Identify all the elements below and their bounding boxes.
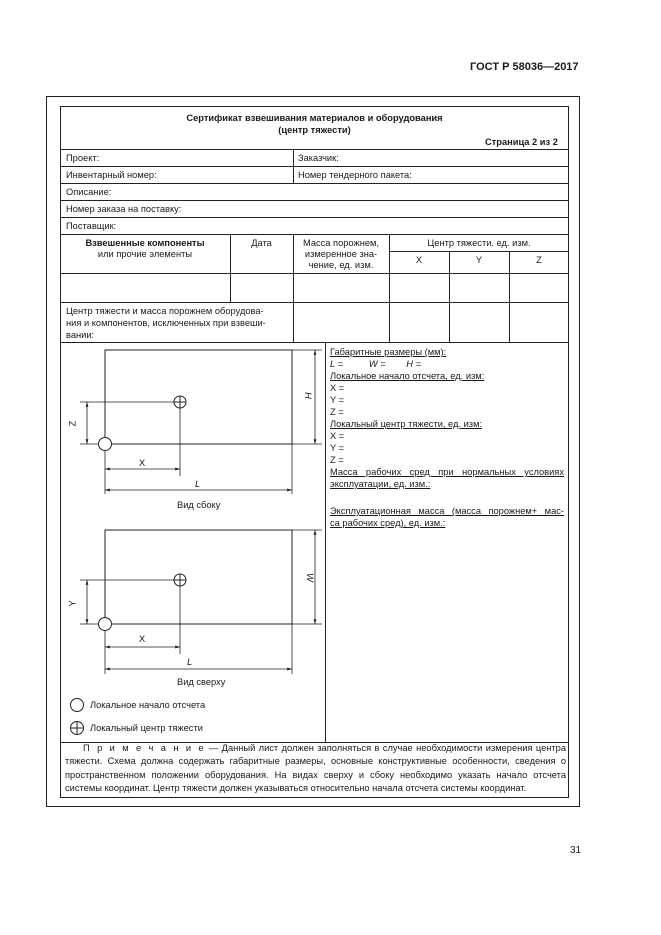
- local-cg-label: Локальный центр тяжести, ед. изм:: [330, 419, 483, 429]
- top-view-body: [105, 530, 292, 624]
- customer-field[interactable]: Заказчик:: [298, 153, 339, 163]
- top-view-caption: Вид сверху: [177, 677, 226, 687]
- supplier-field[interactable]: Поставщик:: [66, 221, 117, 231]
- components-subheader: или прочие элементы: [97, 249, 193, 259]
- origin-z-field[interactable]: Z =: [330, 407, 344, 417]
- operating-mass-line1: Эксплуатационная масса (масса порожнем+ мас-: [330, 506, 564, 516]
- side-view-body: [105, 350, 292, 444]
- operating-mass-line2[interactable]: са рабочих сред), ед. изм.:: [330, 518, 446, 528]
- z-label: Z: [67, 420, 78, 427]
- l-label-top: L: [187, 657, 193, 667]
- origin-legend-icon: [71, 699, 84, 712]
- page-number: 31: [570, 845, 582, 856]
- origin-x-field[interactable]: X =: [330, 383, 345, 393]
- project-field[interactable]: Проект:: [66, 153, 100, 163]
- cg-x-field[interactable]: X =: [330, 431, 345, 441]
- certificate-subtitle: (центр тяжести): [278, 125, 351, 135]
- column-divider: [293, 149, 294, 183]
- document-code: ГОСТ Р 58036—2017: [470, 61, 579, 73]
- note-block: [65, 742, 566, 796]
- row-divider: [60, 234, 569, 235]
- origin-y-field[interactable]: Y =: [330, 395, 345, 405]
- page-indicator: Страница 2 из 2: [485, 137, 558, 147]
- y-label: Y: [67, 600, 78, 607]
- inventory-number-field[interactable]: Инвентарный номер:: [66, 170, 157, 180]
- excluded-line1: Центр тяжести и масса порожнем оборудова-: [66, 306, 264, 316]
- note-label: П р и м е ч а н и е: [83, 743, 206, 753]
- working-mass-line1: Масса рабочих сред при нормальных условиях: [330, 467, 564, 477]
- mass-header-line3: чение, ед. изм.: [308, 260, 374, 270]
- dims-values[interactable]: L = W = H =: [330, 359, 422, 369]
- date-header: Дата: [251, 238, 272, 248]
- x-label: X: [139, 458, 146, 468]
- components-header: Взвешенные компоненты: [85, 238, 205, 248]
- order-number-field[interactable]: Номер заказа на поставку:: [66, 204, 182, 214]
- row-divider: [60, 166, 569, 167]
- l-label: L: [195, 479, 201, 489]
- overall-dims-label: Габаритные размеры (мм):: [330, 347, 447, 357]
- top-origin-marker: [99, 618, 112, 631]
- local-origin-label: Локальное начало отсчета, ед. изм:: [330, 371, 485, 381]
- row-divider: [60, 273, 569, 274]
- row-divider: [60, 183, 569, 184]
- side-origin-marker: [99, 438, 112, 451]
- row-divider: [60, 149, 569, 150]
- side-view-caption: Вид сбоку: [177, 500, 221, 510]
- row-divider: [389, 251, 569, 252]
- working-mass-line2[interactable]: эксплуатации, ед. изм.:: [330, 479, 431, 489]
- excluded-line3: вании:: [66, 330, 95, 340]
- note-text: — Данный лист должен заполняться в случае необходимости измерения центра тяжести. Схема должна содержать габаритные размеры, основные конструктивные особенности, сведения о пространственном положении оборудования. На видах сверху и сбоку необходимо указать начало отсчета системы координат. Центр тяжести должен указываться относительно начала отсчета системы координат.: [65, 743, 566, 794]
- w-label: W: [304, 573, 315, 582]
- column-divider: [325, 342, 326, 742]
- origin-legend-label: Локальное начало отсчета: [90, 700, 206, 710]
- description-field[interactable]: Описание:: [66, 187, 112, 197]
- row-divider: [60, 302, 569, 303]
- cg-y-field[interactable]: Y =: [330, 443, 345, 453]
- x-label-top: X: [139, 634, 146, 644]
- z-header: Z: [536, 255, 542, 265]
- tender-number-field[interactable]: Номер тендерного пакета:: [298, 170, 412, 180]
- cg-z-field[interactable]: Z =: [330, 455, 344, 465]
- x-header: X: [415, 255, 423, 265]
- row-divider: [60, 217, 569, 218]
- mass-header-line1: Масса порожнем,: [302, 238, 379, 248]
- certificate-title: Сертификат взвешивания материалов и оборудования: [186, 113, 443, 123]
- y-header: Y: [475, 255, 483, 265]
- row-divider: [60, 200, 569, 201]
- cg-header: Центр тяжести. ед. изм.: [427, 238, 531, 248]
- cg-legend-label: Локальный центр тяжести: [90, 723, 203, 733]
- mass-header-line2: измеренное зна-: [304, 249, 378, 259]
- h-label: H: [302, 392, 313, 399]
- excluded-line2: ния и компонентов, исключенных при взвеши-: [66, 318, 266, 328]
